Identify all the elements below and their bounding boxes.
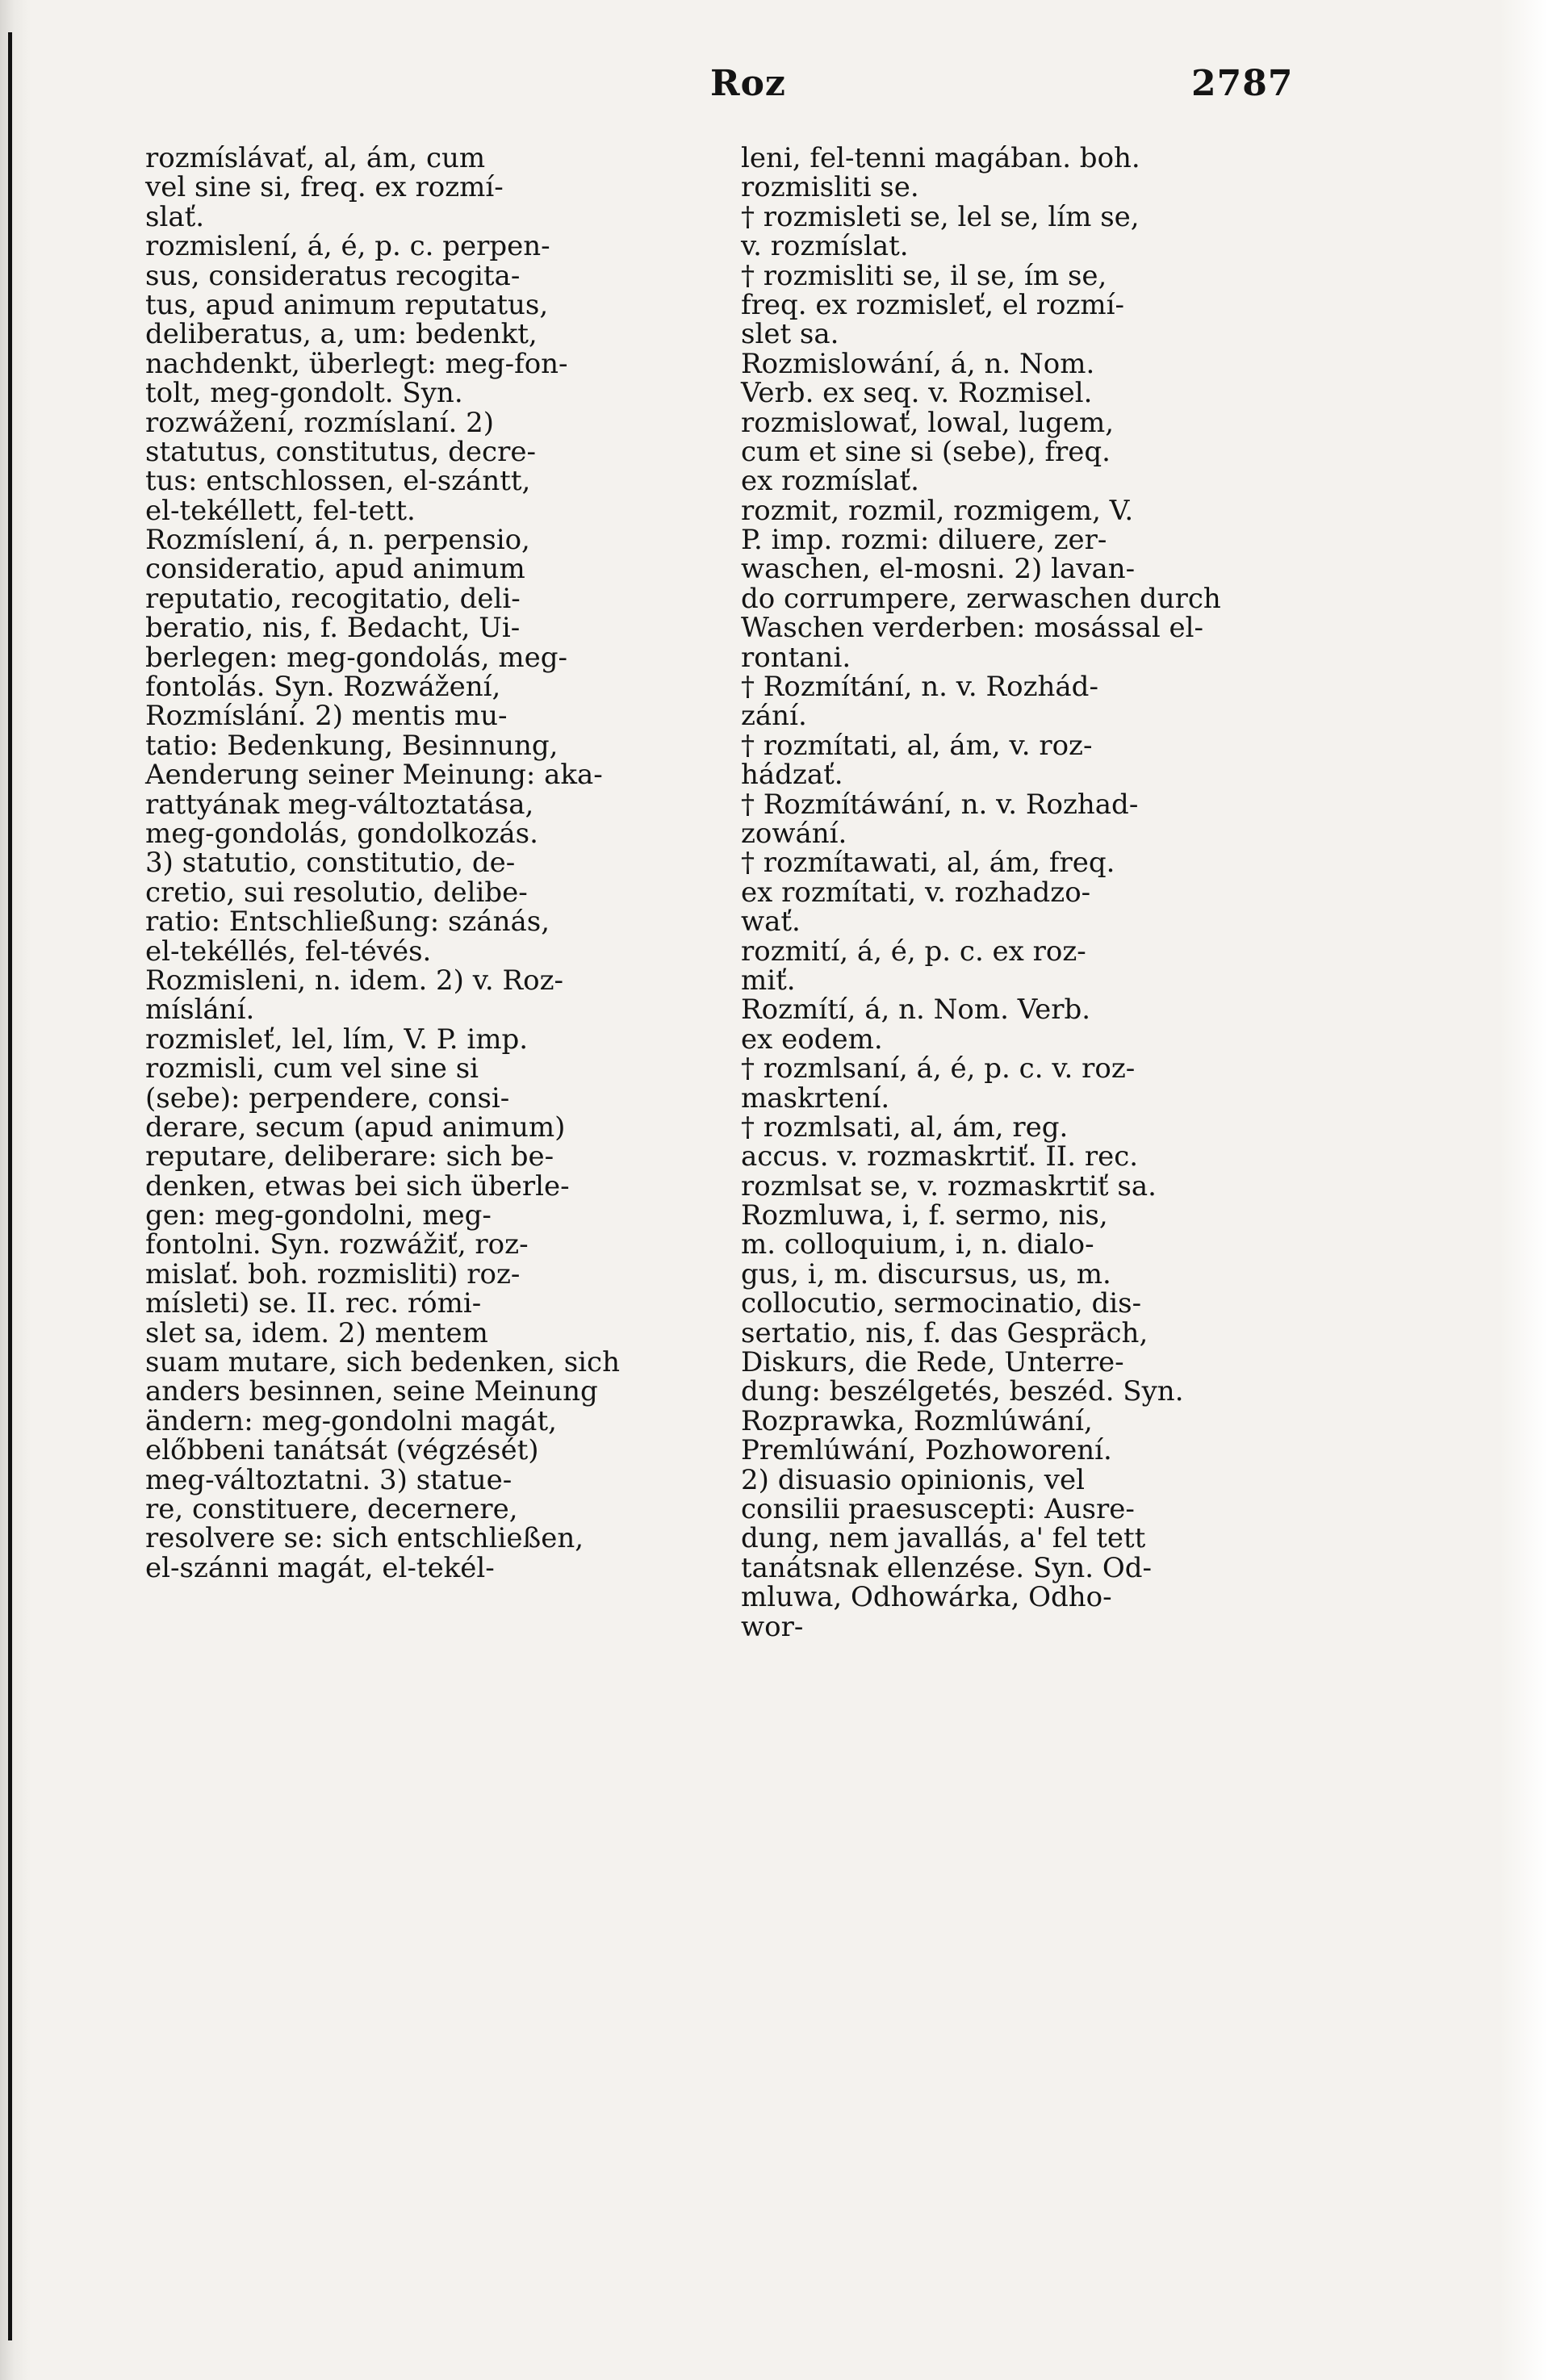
page-spine-shadow	[0, 0, 31, 2380]
dictionary-line: tus, apud animum reputatus,	[145, 288, 549, 321]
dictionary-line: fontolni. Syn. rozwážiť, roz-	[145, 1228, 529, 1261]
dictionary-line: vel sine si, freq. ex rozmí-	[145, 171, 504, 204]
dictionary-line: † rozmlsati, al, ám, reg.	[741, 1111, 1069, 1144]
dictionary-line: † rozmisleti se, lel se, lím se,	[741, 200, 1140, 233]
dictionary-line: Diskurs, die Rede, Unterre-	[741, 1346, 1124, 1379]
dictionary-line: beratio, nis, f. Bedacht, Ui-	[145, 612, 521, 645]
page-edge	[1500, 0, 1548, 2380]
dictionary-line: re, constituere, decernere,	[145, 1492, 518, 1525]
dictionary-line: 2) disuasio opinionis, vel	[741, 1463, 1085, 1496]
dictionary-line: † rozmisliti se, il se, ím se,	[741, 259, 1107, 292]
dictionary-line: slet sa, idem. 2) mentem	[145, 1316, 488, 1349]
dictionary-line: rontani.	[741, 641, 851, 674]
dictionary-line: fontolás. Syn. Rozwážení,	[145, 671, 501, 704]
dictionary-line: leni, fel-tenni magában. boh.	[741, 142, 1140, 174]
dictionary-line: † Rozmítání, n. v. Rozhád-	[741, 671, 1098, 704]
dictionary-line: rozmislowať, lowal, lugem,	[741, 406, 1115, 439]
dictionary-line: cum et sine si (sebe), freq.	[741, 435, 1111, 468]
dictionary-line: Aenderung seiner Meinung: aka-	[145, 759, 603, 792]
dictionary-line: ratio: Entschließung: szánás,	[145, 906, 550, 939]
dictionary-line: ex rozmítati, v. rozhadzo-	[741, 876, 1091, 909]
dictionary-line: rozmisli, cum vel sine si	[145, 1052, 479, 1085]
dictionary-line: Premlúwání, Pozhoworení.	[741, 1434, 1112, 1467]
dictionary-line: zání.	[741, 700, 807, 733]
dictionary-line: rozmíslávať, al, ám, cum	[145, 142, 486, 174]
dictionary-line: rozmislení, á, é, p. c. perpen-	[145, 230, 550, 263]
dictionary-line: † Rozmítáwání, n. v. Rozhad-	[741, 788, 1139, 821]
dictionary-line: Rozmíslení, á, n. perpensio,	[145, 524, 530, 557]
dictionary-line: mísleti) se. II. rec. rómi-	[145, 1287, 482, 1320]
dictionary-line: Rozmluwa, i, f. sermo, nis,	[741, 1199, 1108, 1232]
dictionary-line: rozmití, á, é, p. c. ex roz-	[741, 935, 1086, 968]
dictionary-line: suam mutare, sich bedenken, sich	[145, 1346, 620, 1379]
dictionary-line: 3) statutio, constitutio, de-	[145, 847, 516, 880]
dictionary-line: collocutio, sermocinatio, dis-	[741, 1287, 1142, 1320]
dictionary-line: Waschen verderben: mosással el-	[741, 612, 1204, 645]
dictionary-line: ändern: meg-gondolni magát,	[145, 1404, 557, 1437]
dictionary-line: rozmisleť, lel, lím, V. P. imp.	[145, 1023, 529, 1056]
dictionary-line: denken, etwas bei sich überle-	[145, 1169, 570, 1203]
dictionary-line: freq. ex rozmisleť, el rozmí-	[741, 288, 1124, 321]
binding-rule	[8, 32, 12, 2340]
dictionary-line: accus. v. rozmaskrtiť. II. rec.	[741, 1140, 1139, 1173]
dictionary-line: gen: meg-gondolni, meg-	[145, 1199, 492, 1232]
dictionary-line: deliberatus, a, um: bedenkt,	[145, 318, 538, 351]
dictionary-line: hádzať.	[741, 759, 843, 792]
dictionary-line: tolt, meg-gondolt. Syn.	[145, 377, 463, 410]
dictionary-line: Rozmítí, á, n. Nom. Verb.	[741, 993, 1091, 1027]
dictionary-line: † rozmítawati, al, ám, freq.	[741, 847, 1115, 880]
dictionary-line: míslání.	[145, 993, 255, 1027]
dictionary-line: slať.	[145, 200, 205, 233]
dictionary-line: maskrtení.	[741, 1081, 890, 1115]
dictionary-line: resolvere se: sich entschließen,	[145, 1522, 584, 1555]
dictionary-line: meg-gondolás, gondolkozás.	[145, 817, 538, 850]
running-head: Roz	[710, 63, 786, 104]
dictionary-line: statutus, constitutus, decre-	[145, 435, 536, 468]
dictionary-line: P. imp. rozmi: diluere, zer-	[741, 524, 1107, 557]
dictionary-line: tanátsnak ellenzése. Syn. Od-	[741, 1551, 1153, 1584]
dictionary-line: ex eodem.	[741, 1023, 883, 1056]
dictionary-line: rozwážení, rozmíslaní. 2)	[145, 406, 495, 439]
dictionary-line: ex rozmíslať.	[741, 465, 919, 498]
dictionary-line: † rozmítati, al, ám, v. roz-	[741, 729, 1093, 762]
dictionary-line: wor-	[741, 1610, 804, 1643]
dictionary-line: Rozmisleni, n. idem. 2) v. Roz-	[145, 964, 564, 997]
dictionary-line: slet sa.	[741, 318, 839, 351]
dictionary-line: miť.	[741, 964, 796, 997]
dictionary-line: derare, secum (apud animum)	[145, 1111, 566, 1144]
dictionary-line: Rozmíslání. 2) mentis mu-	[145, 700, 508, 733]
dictionary-line: gus, i, m. discursus, us, m.	[741, 1257, 1111, 1290]
dictionary-line: anders besinnen, seine Meinung	[145, 1375, 598, 1408]
dictionary-line: consideratio, apud animum	[145, 553, 525, 586]
dictionary-line: zowání.	[741, 817, 847, 850]
dictionary-line: wať.	[741, 906, 801, 939]
left-column	[145, 144, 710, 1583]
dictionary-line: rattyának meg-változtatása,	[145, 788, 534, 821]
dictionary-line: Verb. ex seq. v. Rozmisel.	[741, 377, 1093, 410]
dictionary-line: előbbeni tanátsát (végzését)	[145, 1434, 539, 1467]
dictionary-line: rozmisliti se.	[741, 171, 919, 204]
dictionary-line: el-tekéllés, fel-tévés.	[145, 935, 432, 968]
dictionary-line: † rozmlsaní, á, é, p. c. v. roz-	[741, 1052, 1136, 1085]
dictionary-line: Rozmislowání, á, n. Nom.	[741, 347, 1095, 380]
dictionary-line: sus, consideratus recogita-	[145, 259, 521, 292]
dictionary-line: dung, nem javallás, a' fel tett	[741, 1522, 1146, 1555]
dictionary-line: tus: entschlossen, el-szántt,	[145, 465, 531, 498]
dictionary-line: consilii praesuscepti: Ausre-	[741, 1492, 1135, 1525]
dictionary-line: mluwa, Odhowárka, Odho-	[741, 1581, 1112, 1614]
dictionary-line: v. rozmíslat.	[741, 230, 909, 263]
dictionary-line: waschen, el-mosni. 2) lavan-	[741, 553, 1136, 586]
dictionary-line: cretio, sui resolutio, delibe-	[145, 876, 528, 909]
dictionary-line: do corrumpere, zerwaschen durch	[741, 582, 1221, 615]
dictionary-line: m. colloquium, i, n. dialo-	[741, 1228, 1094, 1261]
dictionary-line: reputatio, recogitatio, deli-	[145, 582, 521, 615]
dictionary-line: reputare, deliberare: sich be-	[145, 1140, 554, 1173]
dictionary-line: (sebe): perpendere, consi-	[145, 1081, 510, 1115]
dictionary-line: tatio: Bedenkung, Besinnung,	[145, 729, 559, 762]
right-column	[741, 144, 1306, 1642]
dictionary-line: rozmit, rozmil, rozmigem, V.	[741, 494, 1134, 527]
dictionary-line: berlegen: meg-gondolás, meg-	[145, 641, 567, 674]
dictionary-line: meg-változtatni. 3) statue-	[145, 1463, 513, 1496]
dictionary-line: dung: beszélgetés, beszéd. Syn.	[741, 1375, 1184, 1408]
dictionary-line: Rozprawka, Rozmlúwání,	[741, 1404, 1093, 1437]
dictionary-line: mislať. boh. rozmisliti) roz-	[145, 1257, 521, 1290]
dictionary-line: sertatio, nis, f. das Gespräch,	[741, 1316, 1148, 1349]
dictionary-line: el-tekéllett, fel-tett.	[145, 494, 416, 527]
dictionary-line: el-szánni magát, el-tekél-	[145, 1551, 495, 1584]
dictionary-line: rozmlsat se, v. rozmaskrtiť sa.	[741, 1169, 1157, 1203]
page-number: 2787	[1191, 63, 1294, 104]
dictionary-line: nachdenkt, überlegt: meg-fon-	[145, 347, 568, 380]
